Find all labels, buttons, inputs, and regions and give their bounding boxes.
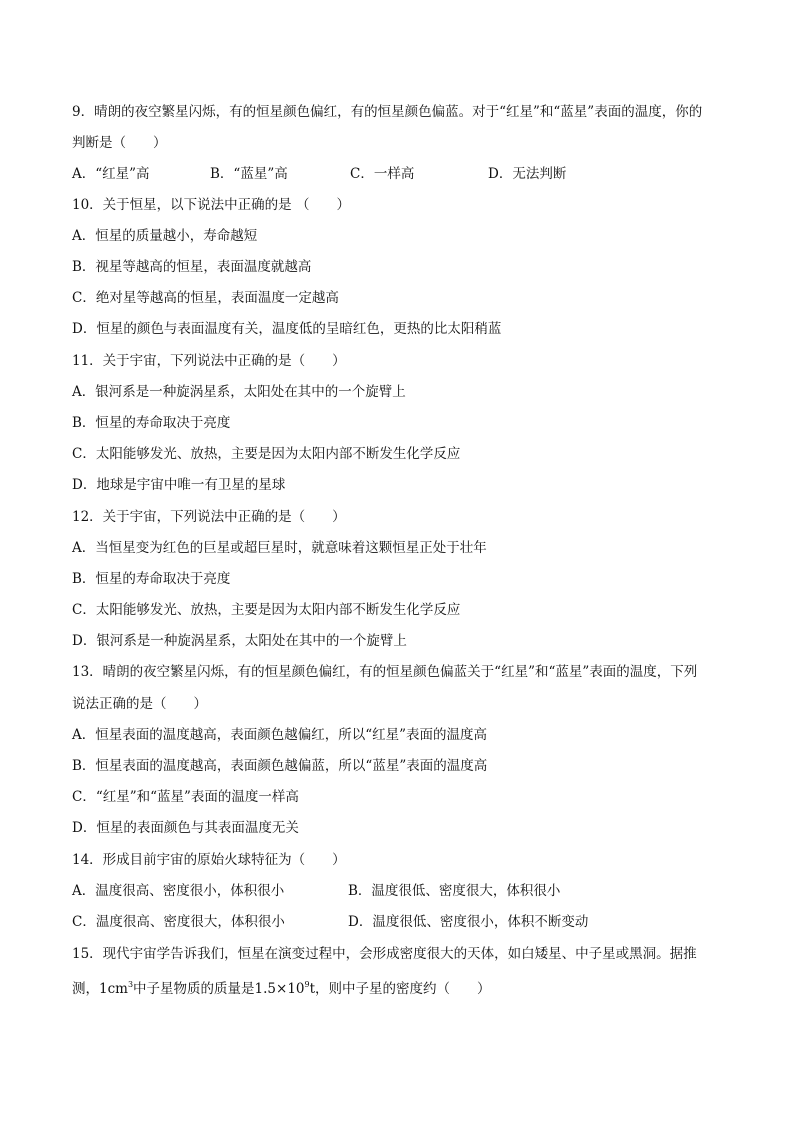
q13-stem-line2: 说法正确的是（ ） (72, 696, 207, 712)
q10-option-d[interactable]: D．恒星的颜色与表面温度有关，温度低的呈暗红色，更热的比太阳稍蓝 (72, 321, 502, 337)
q11-option-d[interactable]: D．地球是宇宙中唯一有卫星的星球 (72, 477, 286, 493)
q10-option-c[interactable]: C．绝对星等越高的恒星，表面温度一定越高 (72, 290, 339, 306)
q9-stem-line2: 判断是（ ） (72, 135, 167, 151)
q11-option-a[interactable]: A．银河系是一种旋涡星系，太阳处在其中的一个旋臂上 (72, 384, 406, 400)
q12-stem: 12．关于宇宙，下列说法中正确的是（ ） (72, 509, 346, 525)
q12-option-d[interactable]: D．银河系是一种旋涡星系，太阳处在其中的一个旋臂上 (72, 633, 407, 649)
q9-option-c[interactable]: C．一样高 (350, 166, 415, 182)
q14-options-row1 (72, 881, 732, 901)
q10-option-b[interactable]: B．视星等越高的恒星，表面温度就越高 (72, 259, 312, 275)
q11-option-c[interactable]: C．太阳能够发光、放热，主要是因为太阳内部不断发生化学反应 (72, 446, 461, 462)
q13-option-a[interactable]: A．恒星表面的温度越高，表面颜色越偏红，所以“红星”表面的温度高 (72, 727, 488, 743)
q9-option-b[interactable]: B．“蓝星”高 (210, 166, 288, 182)
q14-option-b[interactable]: B．温度很低、密度很大，体积很小 (348, 883, 561, 899)
q11-stem: 11．关于宇宙，下列说法中正确的是（ ） (72, 353, 346, 369)
q15-stem-line1: 15．现代宇宙学告诉我们，恒星在演变过程中，会形成密度很大的天体，如白矮星、中子星或黑洞。据推 (72, 946, 697, 962)
q13-option-b[interactable]: B．恒星表面的温度越高，表面颜色越偏蓝，所以“蓝星”表面的温度高 (72, 758, 488, 774)
q14-option-d[interactable]: D．温度很低、密度很小，体积不断变动 (348, 914, 589, 930)
q14-option-a[interactable]: A．温度很高、密度很小，体积很小 (72, 883, 285, 899)
q15-exponent-cubic: 3 (127, 980, 134, 989)
q15-stem-line2 (72, 975, 732, 999)
q13-stem-line1: 13．晴朗的夜空繁星闪烁，有的恒星颜色偏红，有的恒星颜色偏蓝关于“红星”和“蓝星”表面的温度，下列 (72, 664, 698, 680)
q15-exponent-power: 9 (304, 980, 310, 989)
q14-option-c[interactable]: C．温度很高、密度很大，体积很小 (72, 914, 285, 930)
q12-option-a[interactable]: A．当恒星变为红色的巨星或超巨星时，就意味着这颗恒星正处于壮年 (72, 540, 487, 556)
q11-option-b[interactable]: B．恒星的寿命取决于亮度 (72, 415, 231, 431)
q10-option-a[interactable]: A．恒星的质量越小，寿命越短 (72, 228, 258, 244)
q9-option-d[interactable]: D．无法判断 (488, 166, 567, 182)
q9-options (72, 164, 732, 184)
q9-stem-line1: 9．晴朗的夜空繁星闪烁，有的恒星颜色偏红，有的恒星颜色偏蓝。对于“红星”和“蓝星”表面的温度，你的 (72, 104, 703, 120)
q14-stem: 14．形成目前宇宙的原始火球特征为（ ） (72, 852, 346, 868)
q9-option-a[interactable]: A．“红星”高 (72, 166, 150, 182)
q15-text-b: 中子星物质的质量是1.5×10 (133, 981, 305, 997)
q14-options-row2 (72, 912, 732, 932)
q15-text-a: 测，1cm (72, 981, 128, 997)
q12-option-c[interactable]: C．太阳能够发光、放热，主要是因为太阳内部不断发生化学反应 (72, 602, 461, 618)
q10-stem: 10．关于恒星，以下说法中正确的是 （ ） (72, 197, 350, 213)
q15-text-c: t，则中子星的密度约（ ） (309, 981, 491, 997)
q13-option-d[interactable]: D．恒星的表面颜色与其表面温度无关 (72, 820, 299, 836)
q12-option-b[interactable]: B．恒星的寿命取决于亮度 (72, 571, 231, 587)
q13-option-c[interactable]: C．“红星”和“蓝星”表面的温度一样高 (72, 789, 299, 805)
